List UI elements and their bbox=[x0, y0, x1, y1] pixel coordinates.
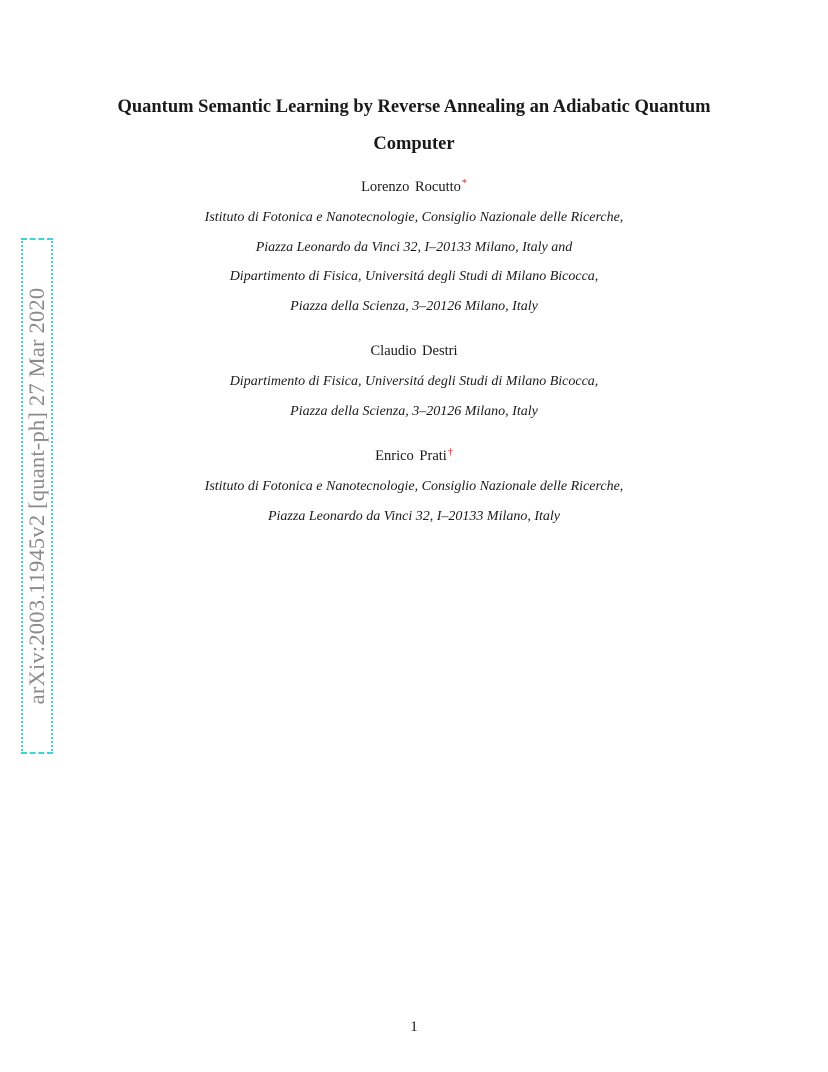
affiliation-line: Dipartimento di Fisica, Universitá degli Studi di Milano Bicocca, bbox=[229, 374, 599, 389]
affiliation-line: Piazza della Scienza, 3–20126 Milano, Italy bbox=[290, 403, 538, 419]
author-name: Lorenzo Rocutto bbox=[361, 179, 461, 195]
author-destri bbox=[80, 341, 748, 361]
affiliation-line: Piazza della Scienza, 3–20126 Milano, Italy bbox=[290, 298, 538, 314]
affiliation-line: Piazza Leonardo da Vinci 32, I–20133 Milano, Italy bbox=[267, 508, 561, 524]
author-prati bbox=[80, 446, 748, 466]
affiliation-line: Istituto di Fotonica e Nanotecnologie, Consiglio Nazionale delle Ricerche, bbox=[204, 210, 624, 225]
footnote-mark-star[interactable]: * bbox=[461, 178, 467, 189]
author-name: Claudio Destri bbox=[370, 343, 458, 359]
page-number: 1 bbox=[410, 1019, 418, 1035]
affiliation-line: Dipartimento di Fisica, Universitá degli Studi di Milano Bicocca, bbox=[229, 269, 599, 284]
title-line-1: Quantum Semantic Learning by Reverse Annealing an Adiabatic Quantum bbox=[117, 97, 711, 117]
affiliation-destri bbox=[60, 367, 768, 426]
affiliation-line: Piazza Leonardo da Vinci 32, I–20133 Milano, Italy and bbox=[255, 239, 573, 255]
footnote-mark-dagger[interactable]: † bbox=[447, 447, 453, 458]
title-line-2: Computer bbox=[373, 134, 455, 154]
affiliation-rocutto bbox=[60, 203, 768, 321]
arxiv-stamp[interactable]: arXiv:2003.11945v2 [quant-ph] 27 Mar 2020 bbox=[24, 287, 49, 705]
author-name: Enrico Prati bbox=[375, 448, 447, 464]
author-rocutto bbox=[80, 177, 748, 197]
affiliation-line: Istituto di Fotonica e Nanotecnologie, Consiglio Nazionale delle Ricerche, bbox=[204, 479, 624, 494]
affiliation-prati bbox=[60, 472, 768, 531]
paper-title bbox=[80, 89, 748, 163]
